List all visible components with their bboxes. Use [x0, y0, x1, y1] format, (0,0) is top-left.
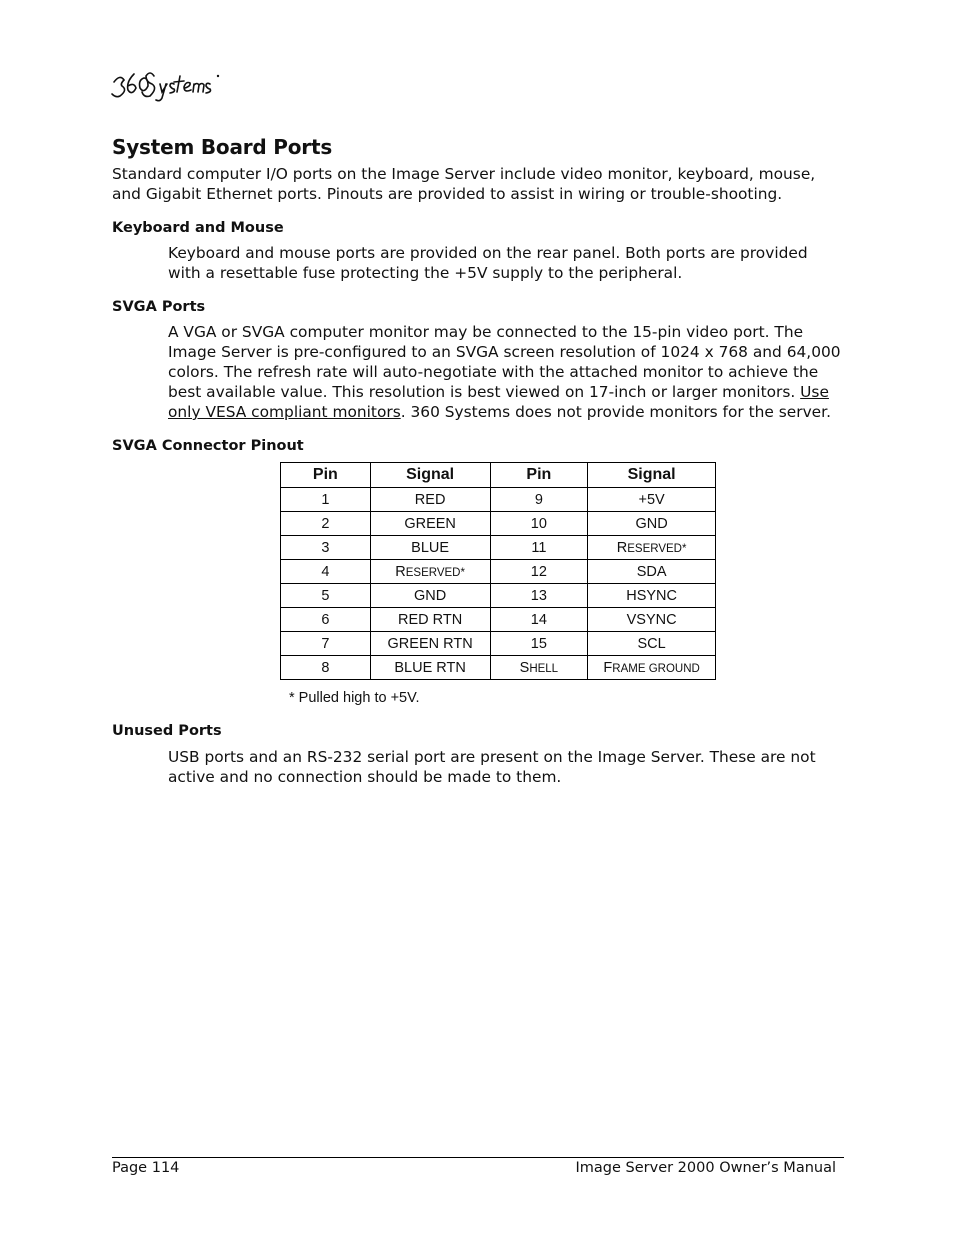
signal-cell: BLUE RTN — [370, 656, 490, 680]
pinout-heading: SVGA Connector Pinout — [112, 438, 304, 454]
signal-cell: FRAME GROUND — [588, 656, 716, 680]
pin-cell: 8 — [281, 656, 371, 680]
signal-cell: GREEN — [370, 512, 490, 536]
pin-cell: 10 — [490, 512, 588, 536]
pin-cell: 9 — [490, 488, 588, 512]
svga-pinout-table — [280, 462, 716, 680]
table-row — [281, 536, 716, 560]
svga-ports-heading: SVGA Ports — [112, 299, 206, 315]
signal-cell: +5V — [588, 488, 716, 512]
signal-cell: RESERVED* — [370, 560, 490, 584]
signal-cell: SDA — [588, 560, 716, 584]
unused-ports-heading: Unused Ports — [112, 723, 222, 739]
header-pin: Pin — [281, 463, 371, 488]
signal-cell: HSYNC — [588, 584, 716, 608]
keyboard-mouse-heading: Keyboard and Mouse — [112, 220, 284, 236]
signal-cell: RED — [370, 488, 490, 512]
table-row — [281, 656, 716, 680]
table-row — [281, 512, 716, 536]
footer-manual-title: Image Server 2000 Owner’s Manual — [575, 1160, 836, 1176]
pin-cell: 14 — [490, 608, 588, 632]
table-row — [281, 584, 716, 608]
company-logo — [110, 62, 228, 102]
intro-paragraph: Standard computer I/O ports on the Image Server include video monitor, keyboard, mouse, and Gigabit Ethernet ports. Pinouts are provided to assist in wiring or trouble-shooting. — [112, 165, 816, 203]
table-row — [281, 632, 716, 656]
footer-page-number: Page 114 — [112, 1160, 180, 1176]
signal-cell: RED RTN — [370, 608, 490, 632]
unused-ports-paragraph: USB ports and an RS-232 serial port are present on the Image Server. These are not active and no connection should be made to them. — [168, 748, 816, 786]
pin-cell: 4 — [281, 560, 371, 584]
signal-cell: VSYNC — [588, 608, 716, 632]
svga-ports-paragraph — [168, 322, 842, 422]
pin-cell: 12 — [490, 560, 588, 584]
pin-cell: 5 — [281, 584, 371, 608]
signal-cell: GREEN RTN — [370, 632, 490, 656]
signal-cell: SCL — [588, 632, 716, 656]
table-footnote: * Pulled high to +5V. — [289, 690, 420, 706]
svga-body-text: A VGA or SVGA computer monitor may be connected to the 15-pin video port. The Image Server is pre-configured to an SVGA screen resolution of 1024 x 768 and 64,000 colors. The refresh rate will auto-negotiate with the attached monitor to achieve the best available value. This resolution is best viewed on 17-inch or larger monitors. — [168, 323, 841, 401]
pin-cell: 6 — [281, 608, 371, 632]
pin-cell: SHELL — [490, 656, 588, 680]
signal-cell: RESERVED* — [588, 536, 716, 560]
header-pin: Pin — [490, 463, 588, 488]
keyboard-mouse-paragraph: Keyboard and mouse ports are provided on the rear panel. Both ports are provided with a resettable fuse protecting the +5V supply to the peripheral. — [168, 244, 808, 282]
footer-rule — [112, 1157, 844, 1158]
pin-cell: 3 — [281, 536, 371, 560]
signal-cell: GND — [370, 584, 490, 608]
pin-cell: 15 — [490, 632, 588, 656]
signal-cell: BLUE — [370, 536, 490, 560]
pin-cell: 11 — [490, 536, 588, 560]
vesa-note: Use only VESA compliant monitors — [168, 383, 829, 421]
pin-cell: 2 — [281, 512, 371, 536]
table-row — [281, 608, 716, 632]
svga-body-end: . 360 Systems does not provide monitors for the server. — [400, 403, 831, 421]
table-row — [281, 560, 716, 584]
pin-cell: 1 — [281, 488, 371, 512]
pin-cell: 13 — [490, 584, 588, 608]
table-header-row — [281, 463, 716, 488]
header-signal: Signal — [370, 463, 490, 488]
header-signal: Signal — [588, 463, 716, 488]
signal-cell: GND — [588, 512, 716, 536]
pin-cell: 7 — [281, 632, 371, 656]
page-title: System Board Ports — [112, 135, 333, 159]
table-row — [281, 488, 716, 512]
